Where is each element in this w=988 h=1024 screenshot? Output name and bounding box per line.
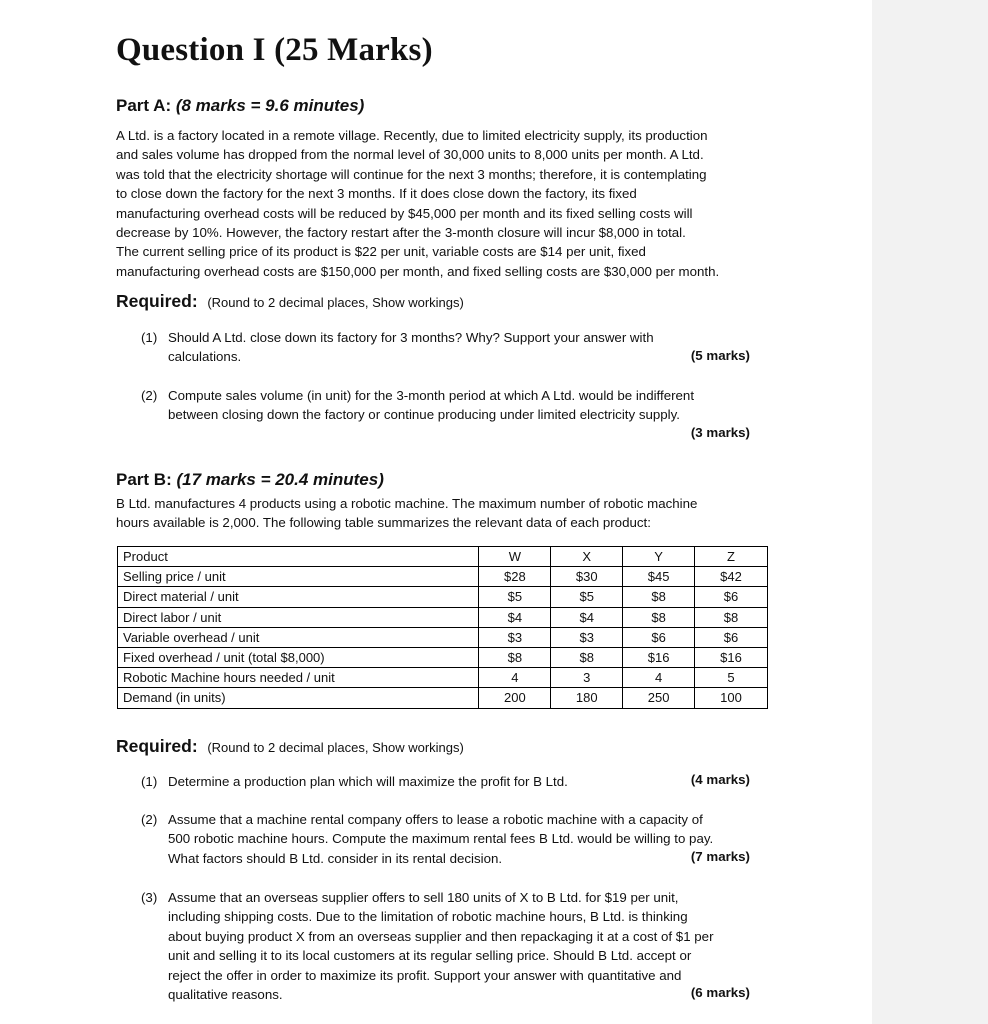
question-number: (2): [141, 388, 158, 403]
table-cell: $5: [479, 587, 551, 607]
question-line: What factors should B Ltd. consider in its rental decision.: [168, 850, 503, 866]
table-cell: 5: [695, 668, 768, 688]
text-line: B Ltd. manufactures 4 products using a robotic machine. The maximum number of robotic machine: [116, 496, 698, 511]
marks-label: (6 marks): [690, 985, 750, 1000]
table-cell: 200: [479, 688, 551, 708]
part-b-required: [116, 736, 464, 757]
table-cell: Demand (in units): [118, 688, 479, 708]
table-cell: $28: [479, 567, 551, 587]
table-cell: 180: [551, 688, 623, 708]
question-line: between closing down the factory or continue producing under limited electricity supply.: [168, 407, 680, 423]
table-row: [118, 587, 768, 607]
table-cell: $42: [695, 567, 768, 587]
required-note: (Round to 2 decimal places, Show workings): [207, 740, 464, 755]
question-number: (2): [141, 812, 158, 827]
text-line: and sales volume has dropped from the normal level of 30,000 units to 8,000 units per month. A Ltd.: [116, 147, 704, 163]
question-line: Determine a production plan which will maximize the profit for B Ltd.: [168, 774, 568, 789]
text-line: The current selling price of its product is $22 per unit, variable costs are $14 per unit, fixed: [116, 244, 646, 260]
table-cell: $8: [551, 647, 623, 667]
table-row: [118, 627, 768, 647]
part-b-heading: [116, 470, 384, 490]
table-cell: $5: [551, 587, 623, 607]
table-cell: $6: [695, 627, 768, 647]
marks-label: (3 marks): [690, 425, 750, 440]
marks-label: (5 marks): [690, 348, 750, 363]
table-cell: $4: [479, 607, 551, 627]
question-line: unit and selling it to its local customers at its regular selling price. Should B Ltd. accept or: [168, 948, 692, 964]
product-data-table: [117, 546, 768, 709]
question-line: qualitative reasons.: [168, 987, 283, 1003]
table-row: [118, 688, 768, 708]
question-number: (1): [141, 330, 158, 345]
table-cell: $16: [623, 647, 695, 667]
question-title: Question I (25 Marks): [116, 32, 433, 68]
part-a-description: [116, 126, 768, 281]
question-line: Assume that an overseas supplier offers to sell 180 units of X to B Ltd. for $19 per unit,: [168, 890, 679, 905]
part-b-label: Part B:: [116, 470, 172, 489]
table-row: [118, 607, 768, 627]
table-cell: Direct labor / unit: [118, 607, 479, 627]
table-cell: $8: [695, 607, 768, 627]
table-cell: $4: [551, 607, 623, 627]
question-line: calculations.: [168, 349, 242, 365]
text-line: to close down the factory for the next 3 months. If it does close down the factory, its fixed: [116, 186, 637, 202]
question-line: 500 robotic machine hours. Compute the maximum rental fees B Ltd. would be willing to pay.: [168, 831, 714, 847]
header-cell: Product: [118, 547, 479, 567]
part-b-description: [116, 494, 768, 533]
table-cell: $8: [623, 607, 695, 627]
table-cell: 100: [695, 688, 768, 708]
part-b-time: (17 marks = 20.4 minutes): [176, 470, 384, 489]
part-a-heading: [116, 96, 364, 116]
table-cell: 4: [479, 668, 551, 688]
text-line: decrease by 10%. However, the factory restart after the 3-month closure will incur $8,000 in total.: [116, 225, 686, 241]
table-cell: $30: [551, 567, 623, 587]
table-row: [118, 647, 768, 667]
question-line: including shipping costs. Due to the limitation of robotic machine hours, B Ltd. is thinking: [168, 909, 688, 925]
table-cell: Direct material / unit: [118, 587, 479, 607]
marks-label: (7 marks): [690, 849, 750, 864]
table-row: [118, 567, 768, 587]
table-cell: Variable overhead / unit: [118, 627, 479, 647]
question-line: reject the offer in order to maximize its profit. Support your answer with quantitative and: [168, 967, 682, 983]
question-line: Compute sales volume (in unit) for the 3-month period at which A Ltd. would be indifferent: [168, 388, 695, 403]
text-line: manufacturing overhead costs are $150,000 per month, and fixed selling costs are $30,000 per month.: [116, 263, 720, 279]
text-line: manufacturing overhead costs will be reduced by $45,000 per month and its fixed selling costs will: [116, 205, 693, 221]
question-line: about buying product X from an overseas supplier and then repackaging it at a cost of $1 per: [168, 928, 714, 944]
header-cell: Z: [695, 547, 768, 567]
text-line: hours available is 2,000. The following table summarizes the relevant data of each product:: [116, 515, 651, 531]
table-cell: $6: [695, 587, 768, 607]
part-a-question-2: [141, 386, 768, 425]
table-cell: 3: [551, 668, 623, 688]
header-cell: X: [551, 547, 623, 567]
table-cell: Selling price / unit: [118, 567, 479, 587]
part-a-required: [116, 291, 464, 312]
question-number: (1): [141, 774, 158, 789]
part-a-time: (8 marks = 9.6 minutes): [175, 96, 365, 115]
table-header-row: [118, 547, 768, 567]
table-cell: $3: [551, 627, 623, 647]
table-cell: $3: [479, 627, 551, 647]
question-line: Should A Ltd. close down its factory for 3 months? Why? Support your answer with: [168, 330, 654, 345]
table-cell: $8: [623, 587, 695, 607]
marks-label: (4 marks): [690, 772, 750, 787]
header-cell: W: [479, 547, 551, 567]
table-cell: 250: [623, 688, 695, 708]
text-line: A Ltd. is a factory located in a remote village. Recently, due to limited electricity supply, its production: [116, 128, 708, 143]
required-note: (Round to 2 decimal places, Show workings): [207, 295, 464, 310]
table-cell: $16: [695, 647, 768, 667]
question-line: Assume that a machine rental company offers to lease a robotic machine with a capacity of: [168, 812, 703, 827]
table-cell: Fixed overhead / unit (total $8,000): [118, 647, 479, 667]
table-cell: $8: [479, 647, 551, 667]
table-cell: $45: [623, 567, 695, 587]
table-cell: Robotic Machine hours needed / unit: [118, 668, 479, 688]
table-cell: $6: [623, 627, 695, 647]
required-label: Required:: [116, 291, 198, 311]
part-a-label: Part A:: [116, 96, 172, 115]
text-line: was told that the electricity shortage will continue for the next 3 months; therefore, it is contemplating: [116, 166, 707, 182]
table-cell: 4: [623, 668, 695, 688]
question-number: (3): [141, 890, 158, 905]
required-label: Required:: [116, 736, 198, 756]
table-row: [118, 668, 768, 688]
header-cell: Y: [623, 547, 695, 567]
